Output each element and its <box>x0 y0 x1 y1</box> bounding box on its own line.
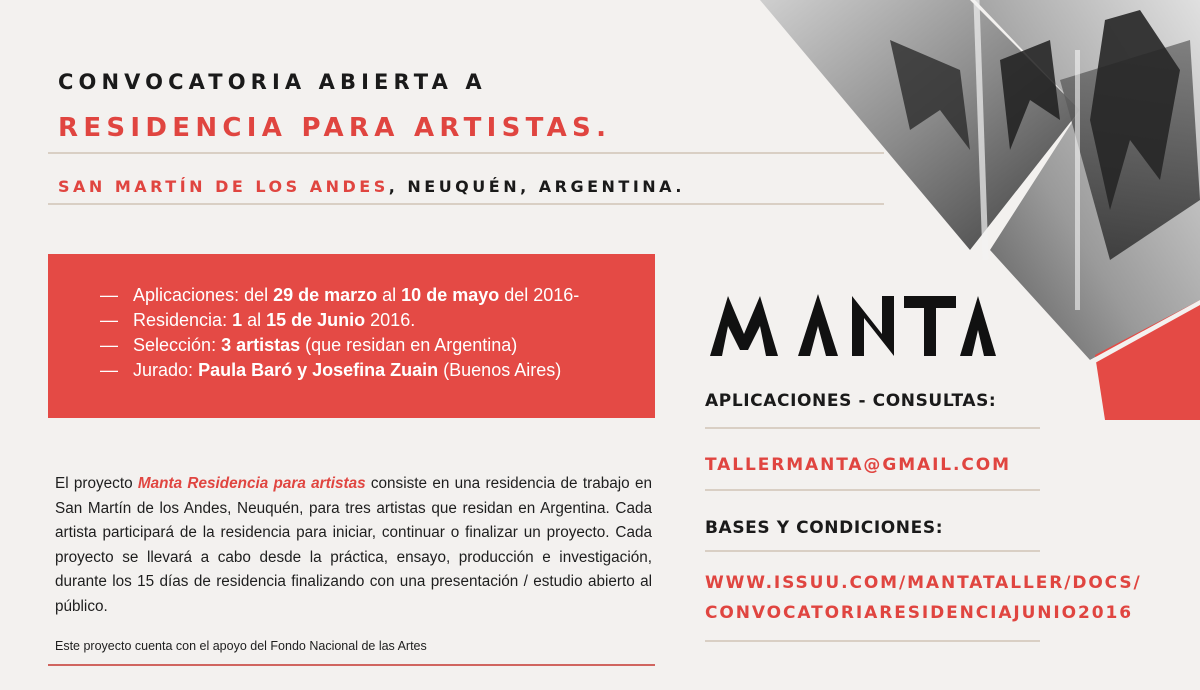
divider <box>48 203 884 205</box>
project-description <box>55 472 652 619</box>
support-note: Este proyecto cuenta con el apoyo del Fondo Nacional de las Artes <box>55 639 427 653</box>
applications-heading: APLICACIONES - CONSULTAS: <box>705 391 997 411</box>
bases-url-link-line2[interactable]: CONVOCATORIARESIDENCIAJUNIO2016 <box>705 603 1133 623</box>
info-label: Jurado: <box>133 360 194 380</box>
description-intro: El proyecto <box>55 475 138 492</box>
divider <box>705 550 1040 552</box>
bottom-divider <box>48 664 655 666</box>
location-region: , NEUQUÉN, ARGENTINA. <box>388 177 685 196</box>
info-text: del 2016- <box>499 285 580 305</box>
info-label: Selección: <box>133 335 217 355</box>
info-text: 2016. <box>365 310 416 330</box>
divider <box>705 427 1040 429</box>
dash-bullet-icon: — <box>100 360 118 380</box>
contact-email-link[interactable]: TALLERMANTA@GMAIL.COM <box>705 455 1011 475</box>
info-text: al <box>377 285 402 305</box>
dash-bullet-icon: — <box>100 335 118 355</box>
info-item-jury <box>100 358 655 383</box>
info-highlight: 10 de mayo <box>401 285 500 305</box>
heading-open-call: CONVOCATORIA ABIERTA A <box>58 70 487 94</box>
location-town: SAN MARTÍN DE LOS ANDES <box>58 177 389 196</box>
divider <box>48 152 884 154</box>
info-text: del <box>239 285 274 305</box>
info-highlight: 3 artistas <box>221 335 301 355</box>
info-highlight: 29 de marzo <box>273 285 378 305</box>
description-text: consiste en una residencia de trabajo en San Martín de los Andes, Neuquén, para tres artistas que residan en Argentina. Cada artista participará de la residencia para iniciar, continuar o finalizar un proyecto. Cada proyecto se llevará a cabo desde la práctica, ensayo, producción e investigación, durante los 15 días de residencia finalizando con una presentación / estudio abierto al público. <box>55 475 652 615</box>
location-line <box>58 177 685 196</box>
info-text: (Buenos Aires) <box>438 360 562 380</box>
manta-logo-icon <box>706 290 996 360</box>
info-highlight: 1 <box>232 310 243 330</box>
divider <box>705 640 1040 642</box>
info-highlight: Paula Baró y Josefina Zuain <box>198 360 439 380</box>
divider <box>705 489 1040 491</box>
info-item-applications <box>100 283 655 308</box>
heading-residency: RESIDENCIA PARA ARTISTAS. <box>58 113 612 143</box>
info-item-selection <box>100 333 655 358</box>
info-highlight: 15 de Junio <box>266 310 366 330</box>
info-label: Aplicaciones: <box>133 285 240 305</box>
info-box <box>48 254 655 418</box>
dash-bullet-icon: — <box>100 285 118 305</box>
info-text: (que residan en Argentina) <box>300 335 518 355</box>
project-name: Manta Residencia para artistas <box>137 475 366 492</box>
dash-bullet-icon: — <box>100 310 118 330</box>
bases-heading: BASES Y CONDICIONES: <box>705 518 944 538</box>
bases-url-link-line1[interactable]: WWW.ISSUU.COM/MANTATALLER/DOCS/ <box>705 573 1142 593</box>
info-label: Residencia: <box>133 310 228 330</box>
info-text: al <box>242 310 267 330</box>
info-item-residency <box>100 308 655 333</box>
info-list <box>100 283 655 383</box>
